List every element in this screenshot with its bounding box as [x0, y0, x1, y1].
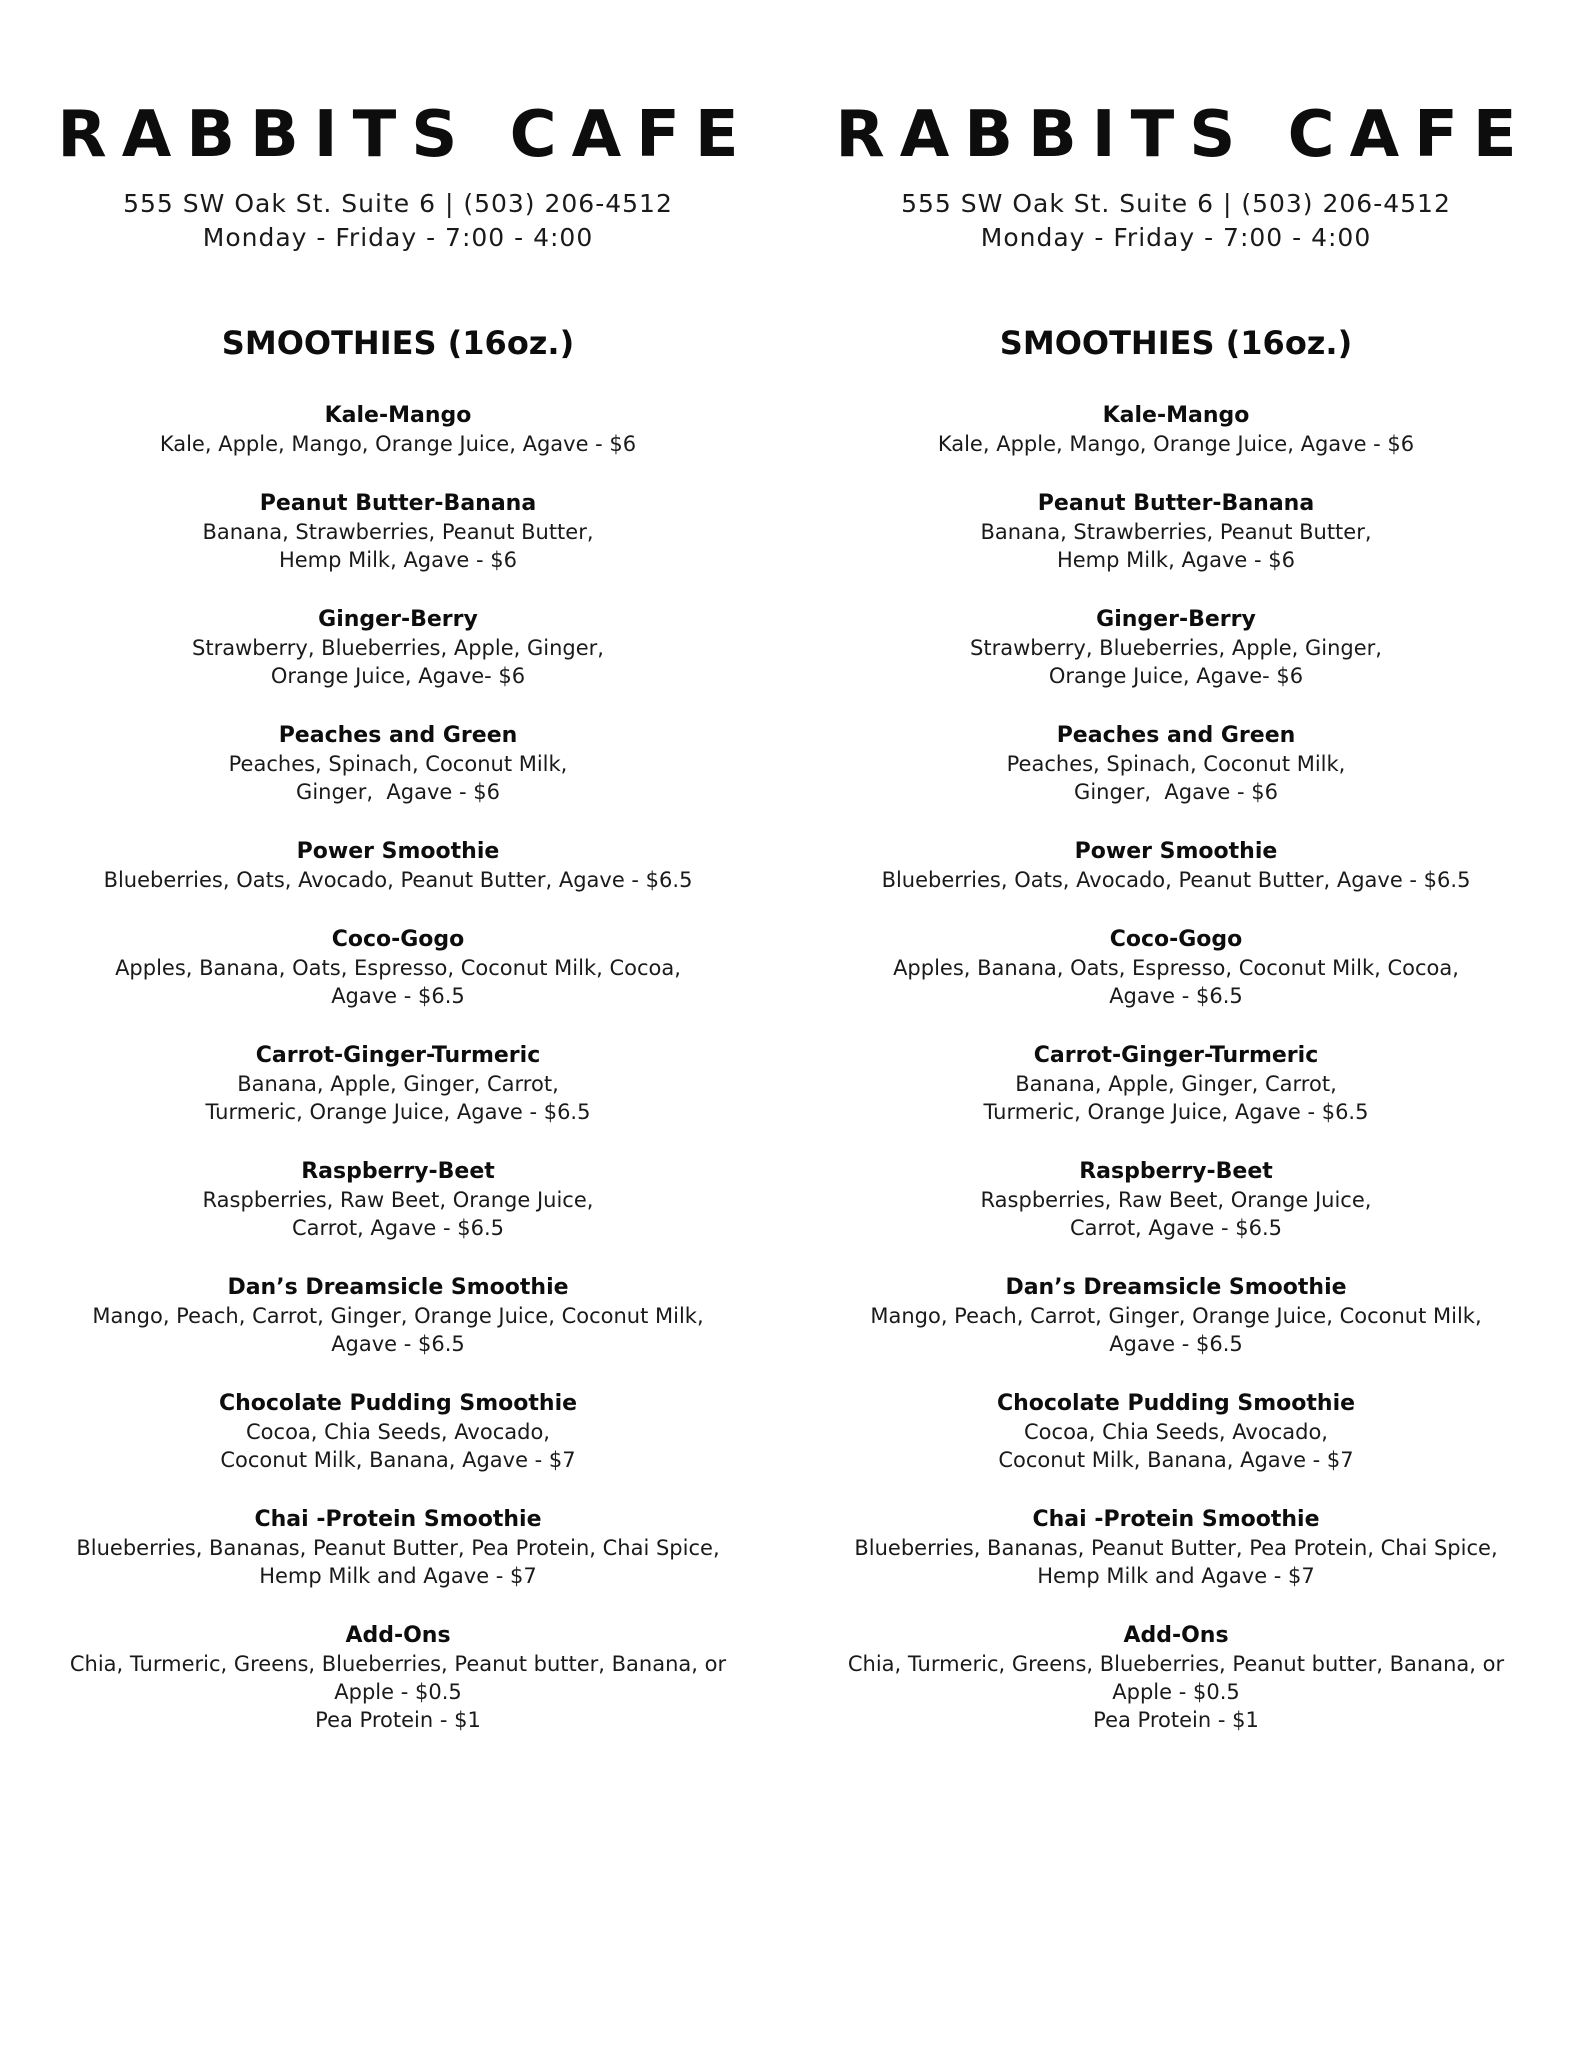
menu-item-name: Dan’s Dreamsicle Smoothie — [227, 1275, 569, 1300]
menu-item-name: Power Smoothie — [1074, 839, 1278, 864]
cafe-address: 555 SW Oak St. Suite 6 | (503) 206-4512 — [123, 189, 673, 218]
menu-item-description: Turmeric, Orange Juice, Agave - $6.5 — [983, 1100, 1369, 1124]
menu-item-description: Agave - $6.5 — [1109, 1332, 1243, 1356]
menu-item-name: Peaches and Green — [1056, 723, 1296, 748]
section-title: SMOOTHIES (16oz.) — [221, 324, 575, 362]
menu-item — [816, 1389, 1536, 1474]
menu-item-description: Cocoa, Chia Seeds, Avocado, — [246, 1420, 550, 1444]
menu-item-name: Add-Ons — [345, 1623, 451, 1648]
menu-item-description: Hemp Milk and Agave - $7 — [259, 1564, 537, 1588]
menu-item-description: Strawberry, Blueberries, Apple, Ginger, — [192, 636, 604, 660]
menu-item-description: Kale, Apple, Mango, Orange Juice, Agave - $6 — [937, 432, 1415, 456]
menu-item — [816, 1273, 1536, 1358]
menu-item-description: Hemp Milk, Agave - $6 — [1056, 548, 1296, 572]
menu-item-name: Ginger-Berry — [1096, 607, 1256, 632]
menu-item-name: Ginger-Berry — [318, 607, 478, 632]
menu-item — [816, 837, 1536, 894]
menu-item — [38, 1621, 758, 1734]
menu-item-name: Carrot-Ginger-Turmeric — [1033, 1043, 1319, 1068]
menu-item-description: Turmeric, Orange Juice, Agave - $6.5 — [205, 1100, 591, 1124]
menu-item-name: Raspberry-Beet — [301, 1159, 495, 1184]
menu-item-name: Chocolate Pudding Smoothie — [218, 1391, 578, 1416]
cafe-title: RABBITS CAFE — [835, 98, 1532, 172]
menu-item-description: Blueberries, Oats, Avocado, Peanut Butter, Agave - $6.5 — [103, 868, 693, 892]
menu-item-description: Strawberry, Blueberries, Apple, Ginger, — [970, 636, 1382, 660]
menu-item — [38, 1041, 758, 1126]
menu-item — [816, 1505, 1536, 1590]
menu-item — [38, 837, 758, 894]
menu-item-name: Dan’s Dreamsicle Smoothie — [1005, 1275, 1347, 1300]
menu-item — [38, 1157, 758, 1242]
menu-item-description: Blueberries, Bananas, Peanut Butter, Pea Protein, Chai Spice, — [76, 1536, 720, 1560]
menu-item-description: Ginger, Agave - $6 — [296, 780, 500, 804]
menu-item-description: Chia, Turmeric, Greens, Blueberries, Peanut butter, Banana, or — [69, 1652, 727, 1676]
menu-item-name: Peanut Butter-Banana — [1037, 491, 1315, 516]
menu-item-description: Hemp Milk, Agave - $6 — [278, 548, 518, 572]
menu-item-name: Chai -Protein Smoothie — [254, 1507, 542, 1532]
menu-item-description: Blueberries, Bananas, Peanut Butter, Pea Protein, Chai Spice, — [854, 1536, 1498, 1560]
menu-items — [38, 401, 758, 1734]
menu-item-name: Raspberry-Beet — [1079, 1159, 1273, 1184]
menu-item-description: Raspberries, Raw Beet, Orange Juice, — [980, 1188, 1372, 1212]
cafe-hours: Monday - Friday - 7:00 - 4:00 — [980, 223, 1372, 252]
menu-item-description: Carrot, Agave - $6.5 — [292, 1216, 504, 1240]
menu-item — [38, 1273, 758, 1358]
menu-item-description: Banana, Apple, Ginger, Carrot, — [1015, 1072, 1337, 1096]
menu-item-description: Peaches, Spinach, Coconut Milk, — [1006, 752, 1346, 776]
menu-item-description: Banana, Strawberries, Peanut Butter, — [202, 520, 594, 544]
menu-item-description: Orange Juice, Agave- $6 — [270, 664, 526, 688]
cafe-hours: Monday - Friday - 7:00 - 4:00 — [202, 223, 594, 252]
cafe-title: RABBITS CAFE — [57, 98, 754, 172]
menu-item-description: Apples, Banana, Oats, Espresso, Coconut Milk, Cocoa, — [115, 956, 681, 980]
menu-item-description: Orange Juice, Agave- $6 — [1048, 664, 1304, 688]
menu-item-description: Coconut Milk, Banana, Agave - $7 — [220, 1448, 576, 1472]
menu-item — [816, 401, 1536, 458]
menu-item-description: Cocoa, Chia Seeds, Avocado, — [1024, 1420, 1328, 1444]
menu-item-description: Mango, Peach, Carrot, Ginger, Orange Juice, Coconut Milk, — [870, 1304, 1482, 1328]
menu-item-description: Apples, Banana, Oats, Espresso, Coconut Milk, Cocoa, — [893, 956, 1459, 980]
menu-item — [816, 721, 1536, 806]
menu-item — [816, 1621, 1536, 1734]
menu-item-name: Coco-Gogo — [1109, 927, 1243, 952]
menu-item-description: Chia, Turmeric, Greens, Blueberries, Peanut butter, Banana, or — [847, 1652, 1505, 1676]
menu-item-name: Power Smoothie — [296, 839, 500, 864]
menu-item-description: Pea Protein - $1 — [1093, 1708, 1259, 1732]
menu-item-description: Mango, Peach, Carrot, Ginger, Orange Juice, Coconut Milk, — [92, 1304, 704, 1328]
menu-item-name: Carrot-Ginger-Turmeric — [255, 1043, 541, 1068]
menu-item-description: Agave - $6.5 — [331, 1332, 465, 1356]
cafe-address: 555 SW Oak St. Suite 6 | (503) 206-4512 — [901, 189, 1451, 218]
menu-item — [38, 1389, 758, 1474]
menu-item-description: Kale, Apple, Mango, Orange Juice, Agave - $6 — [159, 432, 637, 456]
menu-item — [38, 605, 758, 690]
menu-item-name: Kale-Mango — [1102, 403, 1250, 428]
menu-item-name: Add-Ons — [1123, 1623, 1229, 1648]
menu-item — [38, 401, 758, 458]
menu-item-description: Raspberries, Raw Beet, Orange Juice, — [202, 1188, 594, 1212]
menu-item — [38, 489, 758, 574]
menu-item — [816, 925, 1536, 1010]
menu-item-name: Peaches and Green — [278, 723, 518, 748]
menu-item — [816, 605, 1536, 690]
menu-item — [816, 1041, 1536, 1126]
menu-item-description: Banana, Apple, Ginger, Carrot, — [237, 1072, 559, 1096]
menu-item-description: Blueberries, Oats, Avocado, Peanut Butter, Agave - $6.5 — [881, 868, 1471, 892]
menu-item-description: Banana, Strawberries, Peanut Butter, — [980, 520, 1372, 544]
menu-item-description: Agave - $6.5 — [331, 984, 465, 1008]
menu-item — [38, 1505, 758, 1590]
menu-item-description: Ginger, Agave - $6 — [1074, 780, 1278, 804]
menu-items — [816, 401, 1536, 1734]
menu-item-description: Coconut Milk, Banana, Agave - $7 — [998, 1448, 1354, 1472]
menu-column-left — [38, 0, 758, 1765]
menu-item-name: Coco-Gogo — [331, 927, 465, 952]
menu-column-right — [816, 0, 1536, 1765]
menu-item-description: Apple - $0.5 — [1112, 1680, 1240, 1704]
menu-item-description: Hemp Milk and Agave - $7 — [1037, 1564, 1315, 1588]
menu-item-description: Apple - $0.5 — [334, 1680, 462, 1704]
menu-item-description: Pea Protein - $1 — [315, 1708, 481, 1732]
section-title: SMOOTHIES (16oz.) — [999, 324, 1353, 362]
menu-item-name: Kale-Mango — [324, 403, 472, 428]
menu-item — [816, 1157, 1536, 1242]
menu-item — [816, 489, 1536, 574]
menu-item-name: Chocolate Pudding Smoothie — [996, 1391, 1356, 1416]
menu-item-name: Chai -Protein Smoothie — [1032, 1507, 1320, 1532]
menu-item-description: Carrot, Agave - $6.5 — [1070, 1216, 1282, 1240]
menu-item — [38, 925, 758, 1010]
menu-item — [38, 721, 758, 806]
menu-item-description: Agave - $6.5 — [1109, 984, 1243, 1008]
menu-item-name: Peanut Butter-Banana — [259, 491, 537, 516]
menu-item-description: Peaches, Spinach, Coconut Milk, — [228, 752, 568, 776]
